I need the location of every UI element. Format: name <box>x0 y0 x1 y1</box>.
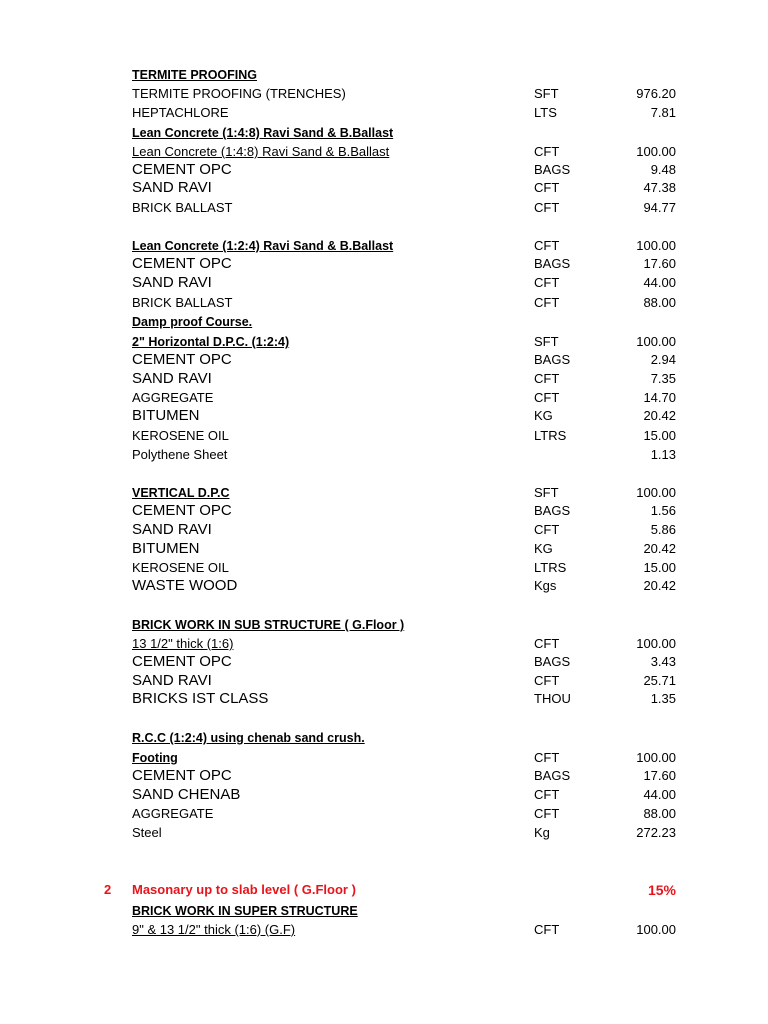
item-description: CEMENT OPC <box>132 161 232 178</box>
sheet-row <box>0 256 768 275</box>
item-quantity: 88.00 <box>643 806 676 821</box>
item-quantity: 9.48 <box>650 162 676 177</box>
item-description: AGGREGATE <box>132 390 214 405</box>
sheet-row <box>0 787 768 806</box>
item-quantity: 7.81 <box>650 105 676 120</box>
item-unit: LTRS <box>534 560 567 575</box>
item-quantity: 7.35 <box>650 371 676 386</box>
item-quantity: 1.13 <box>650 447 676 462</box>
item-description: CEMENT OPC <box>132 767 232 784</box>
sheet-row <box>0 105 768 124</box>
sheet-row <box>0 922 768 941</box>
sheet-row <box>0 180 768 199</box>
item-unit: SFT <box>534 334 559 349</box>
item-unit: THOU <box>534 691 571 706</box>
item-description: 13 1/2" thick (1:6) <box>132 636 234 651</box>
sheet-row <box>0 447 768 466</box>
item-quantity: 47.38 <box>643 180 676 195</box>
item-description: CEMENT OPC <box>132 502 232 519</box>
item-unit: CFT <box>534 750 560 765</box>
item-unit: CFT <box>534 636 560 651</box>
sheet-row <box>0 522 768 541</box>
sheet-row <box>0 428 768 447</box>
sheet-row <box>0 503 768 522</box>
item-unit: BAGS <box>534 162 571 177</box>
sheet-row <box>0 144 768 163</box>
item-unit: Kgs <box>534 578 557 593</box>
sheet-row <box>0 485 768 504</box>
item-quantity: 17.60 <box>643 256 676 271</box>
item-description: Footing <box>132 751 178 765</box>
item-quantity: 976.20 <box>636 86 676 101</box>
item-unit: CFT <box>534 787 560 802</box>
item-description: BRICK WORK IN SUB STRUCTURE ( G.Floor ) <box>132 618 405 632</box>
item-quantity: 94.77 <box>643 200 676 215</box>
item-quantity: 14.70 <box>643 390 676 405</box>
item-quantity: 100.00 <box>636 144 676 159</box>
sheet-row <box>0 578 768 597</box>
item-description: SAND RAVI <box>132 521 212 538</box>
item-description: BRICK BALLAST <box>132 295 233 310</box>
item-unit: BAGS <box>534 503 571 518</box>
sheet-row <box>0 334 768 353</box>
item-unit: SFT <box>534 86 559 101</box>
item-description: Lean Concrete (1:4:8) Ravi Sand & B.Ballast <box>132 126 394 140</box>
item-description: BRICK WORK IN SUPER STRUCTURE <box>132 904 358 918</box>
sheet-row <box>0 125 768 144</box>
sheet-row <box>0 162 768 181</box>
item-quantity: 100.00 <box>636 485 676 500</box>
item-description: KEROSENE OIL <box>132 428 229 443</box>
item-unit: BAGS <box>534 352 571 367</box>
item-description: VERTICAL D.P.C <box>132 486 230 500</box>
item-quantity: 100.00 <box>636 334 676 349</box>
sheet-row <box>0 673 768 692</box>
item-description: Lean Concrete (1:4:8) Ravi Sand & B.Ballast <box>132 144 390 159</box>
item-quantity: 15.00 <box>643 428 676 443</box>
sheet-row <box>0 371 768 390</box>
item-unit: CFT <box>534 144 560 159</box>
item-quantity: 100.00 <box>636 922 676 937</box>
item-description: 2" Horizontal D.P.C. (1:2:4) <box>132 335 290 349</box>
sheet-row <box>0 67 768 86</box>
item-unit: BAGS <box>534 654 571 669</box>
item-unit: KG <box>534 408 553 423</box>
sheet-row <box>0 636 768 655</box>
sheet-row <box>0 730 768 749</box>
sheet-row <box>0 275 768 294</box>
item-quantity: 2.94 <box>650 352 676 367</box>
item-description: SAND RAVI <box>132 672 212 689</box>
item-description: CEMENT OPC <box>132 255 232 272</box>
item-description: CEMENT OPC <box>132 653 232 670</box>
item-quantity: 1.35 <box>650 691 676 706</box>
item-quantity: 17.60 <box>643 768 676 783</box>
sheet-row <box>0 654 768 673</box>
sheet-row <box>0 560 768 579</box>
item-description: BRICK BALLAST <box>132 200 233 215</box>
item-unit: CFT <box>534 275 560 290</box>
item-quantity: 88.00 <box>643 295 676 310</box>
item-unit: BAGS <box>534 256 571 271</box>
item-description: Lean Concrete (1:2:4) Ravi Sand & B.Ballast <box>132 239 394 253</box>
item-description: SAND CHENAB <box>132 786 241 803</box>
item-quantity: 44.00 <box>643 275 676 290</box>
item-quantity: 25.71 <box>643 673 676 688</box>
item-quantity: 44.00 <box>643 787 676 802</box>
item-quantity: 100.00 <box>636 750 676 765</box>
item-unit: CFT <box>534 922 560 937</box>
item-unit: CFT <box>534 371 560 386</box>
sheet-row <box>0 825 768 844</box>
item-unit: CFT <box>534 238 560 253</box>
item-description: Masonary up to slab level ( G.Floor ) <box>132 882 356 897</box>
item-unit: CFT <box>534 806 560 821</box>
sheet-row <box>0 390 768 409</box>
item-description: AGGREGATE <box>132 806 214 821</box>
sheet-row <box>0 352 768 371</box>
sheet-row <box>0 200 768 219</box>
sheet-row <box>0 617 768 636</box>
item-description: BRICKS IST CLASS <box>132 690 269 707</box>
sheet-row <box>0 86 768 105</box>
item-unit: SFT <box>534 485 559 500</box>
sheet-row <box>0 750 768 769</box>
item-unit: BAGS <box>534 768 571 783</box>
item-unit: CFT <box>534 200 560 215</box>
sheet-row <box>0 295 768 314</box>
item-description: SAND RAVI <box>132 179 212 196</box>
item-unit: CFT <box>534 180 560 195</box>
item-description: SAND RAVI <box>132 370 212 387</box>
sheet-row <box>0 768 768 787</box>
item-description: WASTE WOOD <box>132 577 238 594</box>
item-quantity: 20.42 <box>643 541 676 556</box>
item-description: KEROSENE OIL <box>132 560 229 575</box>
item-description: BITUMEN <box>132 407 200 424</box>
item-quantity: 15.00 <box>643 560 676 575</box>
sheet-row <box>0 691 768 710</box>
item-unit: CFT <box>534 522 560 537</box>
item-quantity: 272.23 <box>636 825 676 840</box>
item-description: SAND RAVI <box>132 274 212 291</box>
item-description: HEPTACHLORE <box>132 105 229 120</box>
item-quantity: 1.56 <box>650 503 676 518</box>
item-unit: CFT <box>534 673 560 688</box>
item-quantity: 20.42 <box>643 408 676 423</box>
item-description: TERMITE PROOFING <box>132 68 257 82</box>
item-number: 2 <box>104 882 112 897</box>
item-quantity: 20.42 <box>643 578 676 593</box>
item-quantity: 3.43 <box>650 654 676 669</box>
item-description: BITUMEN <box>132 540 200 557</box>
sheet-row <box>0 882 768 901</box>
item-description: Polythene Sheet <box>132 447 228 462</box>
sheet-row <box>0 238 768 257</box>
sheet-row <box>0 541 768 560</box>
item-unit: CFT <box>534 295 560 310</box>
item-unit: LTRS <box>534 428 567 443</box>
item-unit: Kg <box>534 825 550 840</box>
sheet-row <box>0 408 768 427</box>
item-description: TERMITE PROOFING (TRENCHES) <box>132 86 346 101</box>
item-unit: LTS <box>534 105 557 120</box>
item-percentage: 15% <box>647 882 676 898</box>
item-quantity: 100.00 <box>636 238 676 253</box>
sheet-row <box>0 314 768 333</box>
sheet-row <box>0 903 768 922</box>
sheet-row <box>0 806 768 825</box>
item-quantity: 100.00 <box>636 636 676 651</box>
item-quantity: 5.86 <box>650 522 676 537</box>
item-description: Steel <box>132 825 162 840</box>
item-description: 9" & 13 1/2" thick (1:6) (G.F) <box>132 922 296 937</box>
item-description: Damp proof Course. <box>132 315 253 329</box>
item-description: R.C.C (1:2:4) using chenab sand crush. <box>132 731 365 745</box>
item-unit: KG <box>534 541 553 556</box>
item-unit: CFT <box>534 390 560 405</box>
item-description: CEMENT OPC <box>132 351 232 368</box>
